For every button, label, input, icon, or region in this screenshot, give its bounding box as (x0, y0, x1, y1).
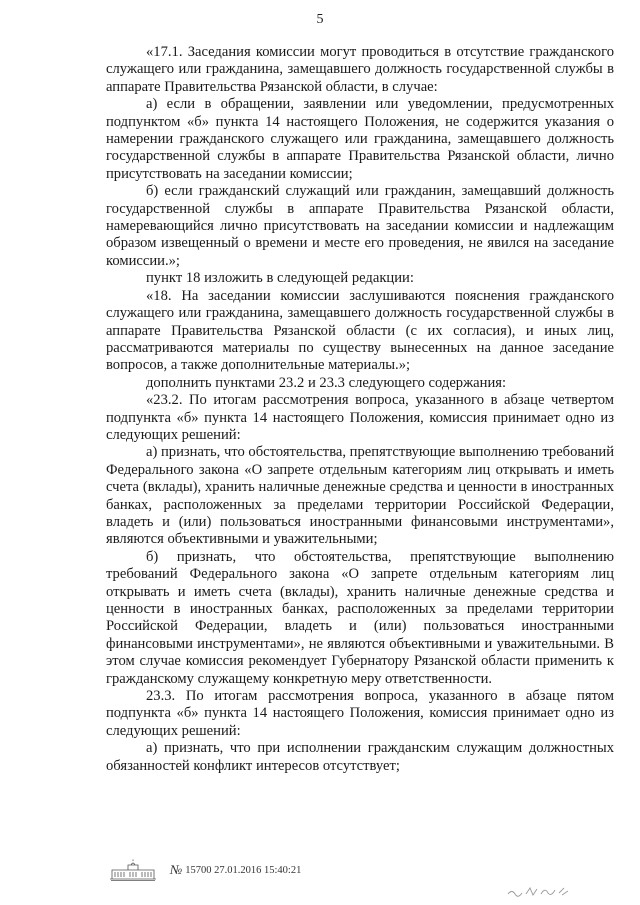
paragraph-23-2-a: а) признать, что обстоятельства, препятствующие выполнению требований Федерального закона «О запрете отдельным категориям лиц открывать и иметь счета (вклады), хранить наличные денежные средства и ценности в иностранных банках, расположенных за пределами территории Российской Федерации, владеть и (или) пользоваться иностранными финансовыми инструментами», являются объективными и уважительными; (106, 444, 614, 548)
paragraph-item-18-intro: пункт 18 изложить в следующей редакции: (146, 270, 414, 287)
number-sign: № (170, 862, 183, 877)
document-body (106, 44, 614, 775)
paragraph-17-1-b: б) если гражданский служащий или гражданин, замещавший должность государственной службы в аппарате Правительства Рязанской области, намеревающийся лично присутствовать на заседании комиссии и надлежащим образом извещенный о времени и месте его проведения, не явился на заседание комиссии.»; (106, 183, 614, 269)
paragraph-17-1: «17.1. Заседания комиссии могут проводиться в отсутствие гражданского служащего или гражданина, замещавшего должность государственной службы в аппарате Правительства Рязанской области, в случае: (106, 44, 614, 95)
paragraph-17-1-a: а) если в обращении, заявлении или уведомлении, предусмотренных подпунктом «б» пункта 14 настоящего Положения, не содержится указания о намерении гражданского служащего или гражданина, замещавшего должность государственной службы в аппарате Правительства Рязанской области, лично присутствовать на заседании комиссии; (106, 96, 614, 182)
paragraph-18: «18. На заседании комиссии заслушиваются пояснения гражданского служащего или гражданина, замещавшего должность государственной службы в аппарате Правительства Рязанской области (с их согласия), и иных лиц, рассматриваются материалы по существу вынесенных на данное заседание вопросов, а также дополнительные материалы.»; (106, 287, 614, 374)
paragraph-23-3-a: а) признать, что при исполнении гражданским служащим должностных обязанностей конфликт интересов отсутствует; (106, 740, 614, 774)
building-emblem-icon (108, 859, 158, 881)
paragraph-23-2-b: б) признать, что обстоятельства, препятствующие выполнению требований Федерального закона «О запрете отдельным категориям лиц открывать и иметь счета (вклады), хранить наличные денежные средства и ценности в иностранных банках, расположенных за пределами территории Российской Федерации, владеть и (или) пользоваться иностранными финансовыми инструментами», не являются объективными и уважительными. В этом случае комиссия рекомендует Губернатору Рязанской области применить к гражданскому служащему конкретную меру ответственности. (106, 548, 614, 687)
page-number: 5 (316, 12, 324, 27)
registration-stamp: 15700 27.01.2016 15:40:21 (185, 864, 302, 876)
paragraph-23-2: «23.2. По итогам рассмотрения вопроса, указанного в абзаце четвертом подпункта «б» пункта 14 настоящего Положения, комиссия принимает одно из следующих решений: (106, 392, 614, 443)
document-footer (108, 856, 301, 884)
paragraph-add-23-intro: дополнить пунктами 23.2 и 23.3 следующего содержания: (146, 374, 507, 391)
scribble-mark-icon (506, 882, 570, 898)
paragraph-23-3: 23.3. По итогам рассмотрения вопроса, указанного в абзаце пятом подпункта «б» пункта 14 настоящего Положения, комиссия принимает одно из следующих решений: (106, 688, 614, 739)
